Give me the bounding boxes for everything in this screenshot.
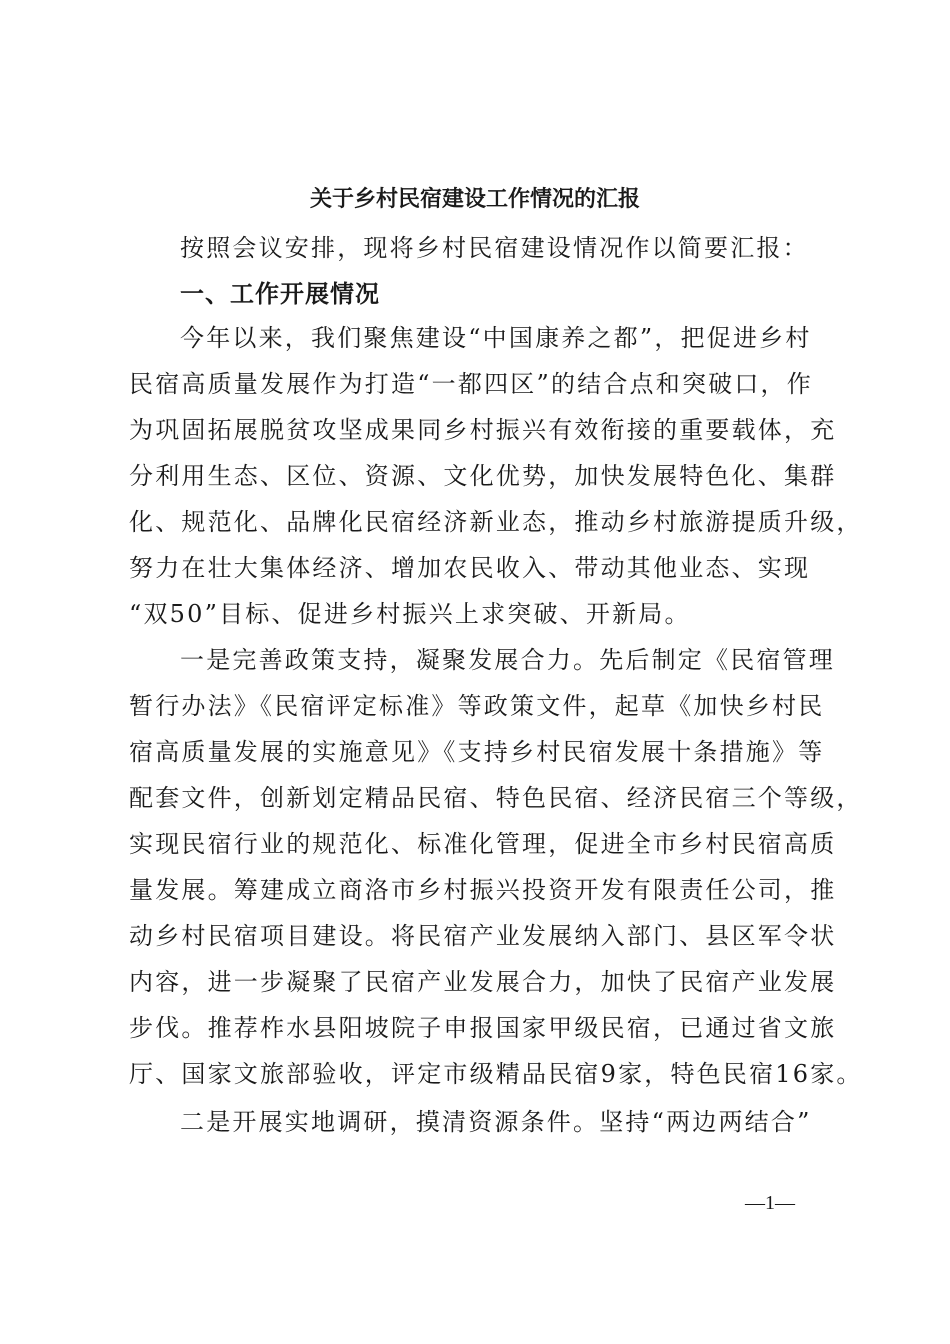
paragraph-line: 暂行办法》《民宿评定标准》等政策文件，起草《加快乡村民 — [129, 692, 825, 720]
intro-line: 按照会议安排，现将乡村民宿建设情况作以简要汇报： — [180, 234, 809, 262]
paragraph-line: 实现民宿行业的规范化、标准化管理，促进全市乡村民宿高质 — [129, 830, 837, 858]
document-title: 关于乡村民宿建设工作情况的汇报 — [309, 186, 640, 212]
paragraph-line: 化、规范化、品牌化民宿经济新业态，推动乡村旅游提质升级， — [129, 508, 863, 536]
section-heading: 一、工作开展情况 — [180, 280, 380, 308]
paragraph-line: 宿高质量发展的实施意见》《支持乡村民宿发展十条措施》等 — [129, 738, 825, 766]
paragraph-line: 配套文件，创新划定精品民宿、特色民宿、经济民宿三个等级， — [129, 784, 863, 812]
paragraph-line: “双50”目标、促进乡村振兴上求突破、开新局。 — [129, 600, 691, 628]
paragraph-line: 努力在壮大集体经济、增加农民收入、带动其他业态、实现 — [129, 554, 811, 582]
paragraph-line: 步伐。推荐柞水县阳坡院子申报国家甲级民宿，已通过省文旅 — [129, 1014, 837, 1042]
paragraph-line: 今年以来，我们聚焦建设“中国康养之都”，把促进乡村 — [180, 324, 812, 352]
paragraph-line: 一是完善政策支持，凝聚发展合力。先后制定《民宿管理 — [180, 646, 835, 674]
paragraph-line: 民宿高质量发展作为打造“一都四区”的结合点和突破口，作 — [129, 370, 813, 398]
page-number: —1— — [745, 1192, 795, 1214]
paragraph-line: 厅、国家文旅部验收，评定市级精品民宿9家，特色民宿16家。 — [129, 1060, 863, 1088]
paragraph-line: 分利用生态、区位、资源、文化优势，加快发展特色化、集群 — [129, 462, 837, 490]
paragraph-line: 二是开展实地调研，摸清资源条件。坚持“两边两结合” — [180, 1108, 812, 1136]
paragraph-line: 量发展。筹建成立商洛市乡村振兴投资开发有限责任公司，推 — [129, 876, 837, 904]
paragraph-line: 内容，进一步凝聚了民宿产业发展合力，加快了民宿产业发展 — [129, 968, 837, 996]
paragraph-line: 动乡村民宿项目建设。将民宿产业发展纳入部门、县区军令状 — [129, 922, 837, 950]
paragraph-line: 为巩固拓展脱贫攻坚成果同乡村振兴有效衔接的重要载体，充 — [129, 416, 837, 444]
